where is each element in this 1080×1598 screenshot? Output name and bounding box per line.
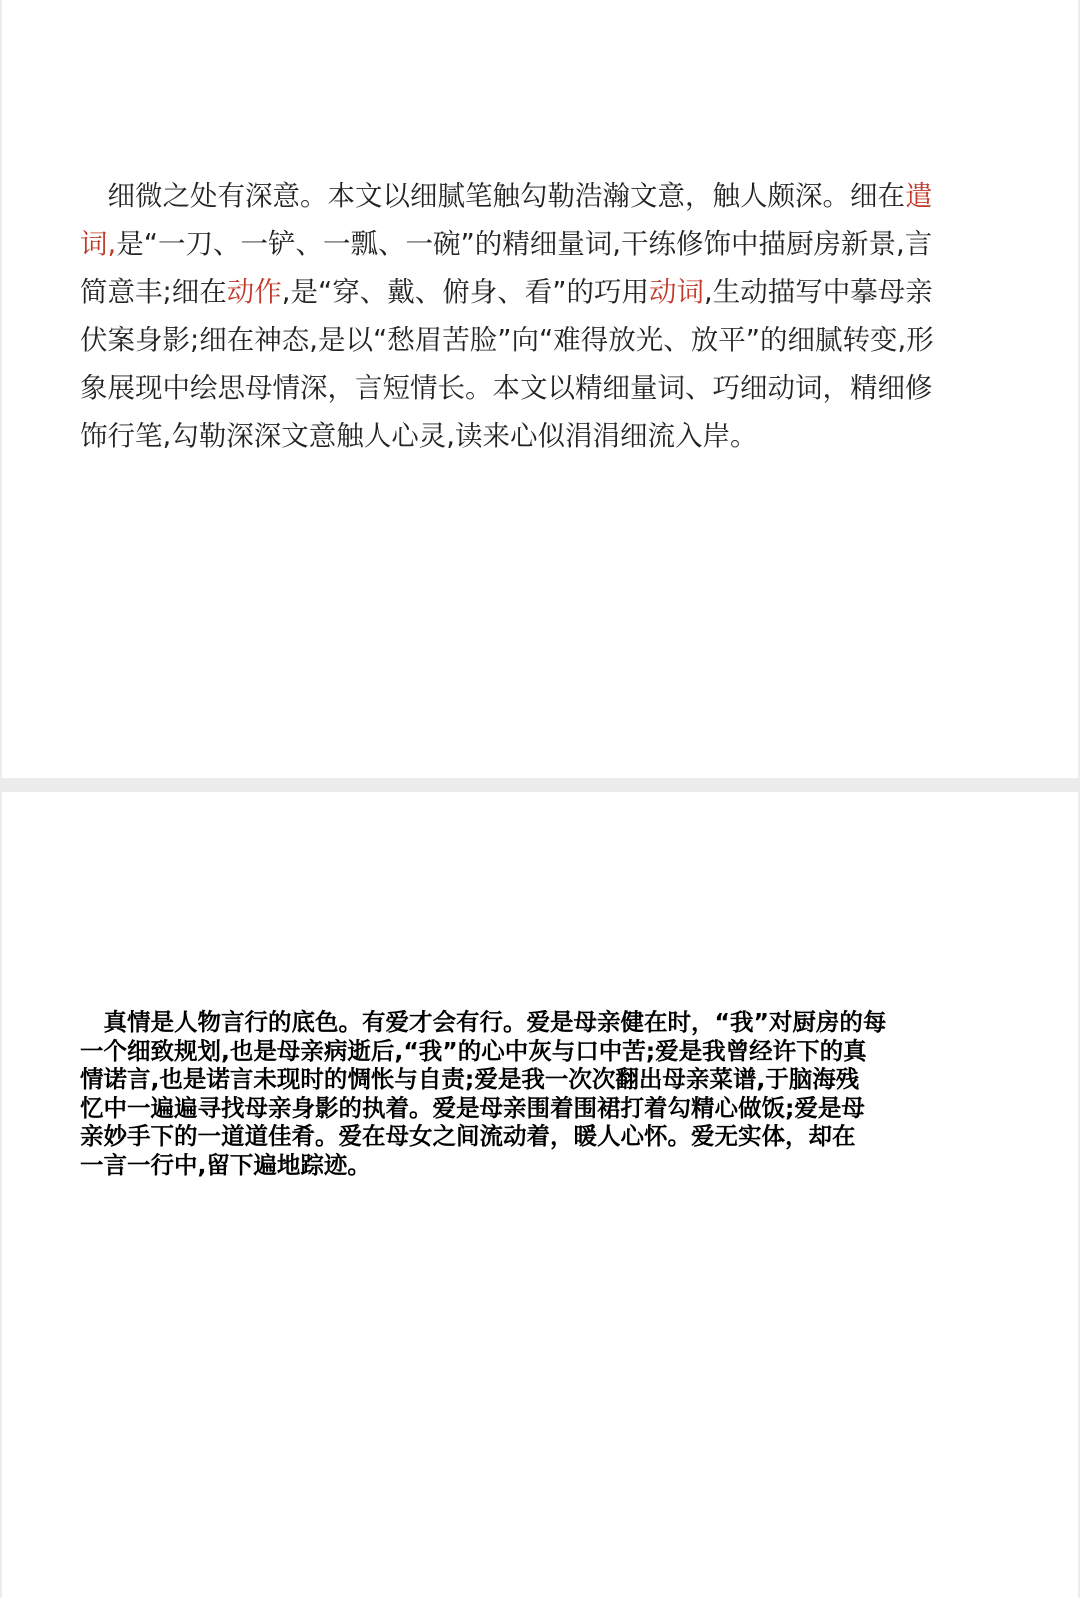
- text-segment: 象展现中绘思母情深，言短情长。本文以精细量词、巧细动词，精细修: [80, 372, 933, 404]
- text-line: [80, 364, 1020, 412]
- comment-paragraph-love: [80, 1008, 1000, 1180]
- page-2: [2, 792, 1078, 1598]
- text-segment: 是“一刀、一铲、一瓢、一碗”的精细量词,干练修饰中描厨房新景,言: [116, 228, 933, 260]
- text-segment: 简意丰;细在: [80, 276, 227, 308]
- text-segment: ,生动描写中摹母亲: [704, 276, 933, 308]
- text-line: 情诺言,也是诺言未现时的惆怅与自责;爱是我一次次翻出母亲菜谱,于脑海残: [80, 1065, 860, 1094]
- highlighted-text: 词,: [80, 228, 117, 260]
- text-segment: ,是“穿、戴、俯身、看”的巧用: [281, 276, 649, 308]
- highlighted-text: 动作: [226, 276, 282, 308]
- text-segment: 饰行笔,勾勒深深文意触人心灵,读来心似涓涓细流入岸。: [80, 420, 758, 452]
- text-segment: 细微之处有深意。本文以细腻笔触勾勒浩瀚文意，触人颇深。细在: [80, 180, 905, 212]
- text-line: [80, 220, 1020, 268]
- highlighted-text: 遣: [905, 180, 933, 212]
- text-line: [80, 268, 1020, 316]
- text-line: 一个细致规划,也是母亲病逝后,“我”的心中灰与口中苦;爱是我曾经许下的真: [80, 1036, 867, 1065]
- highlighted-text: 动词: [649, 276, 704, 308]
- text-line: 真情是人物言行的底色。有爱才会有行。爱是母亲健在时，“我”对厨房的每: [80, 1008, 887, 1036]
- text-line: [80, 172, 1020, 220]
- text-line: 亲妙手下的一道道佳肴。爱在母女之间流动着，暖人心怀。爱无实体，却在: [80, 1122, 856, 1151]
- comment-paragraph-detail: [80, 172, 1020, 460]
- text-line: 忆中一遍遍寻找母亲身影的执着。爱是母亲围着围裙打着勾精心做饭;爱是母: [80, 1093, 865, 1122]
- text-line: [80, 412, 1020, 460]
- text-segment: 伏案身影;细在神态,是以“愁眉苦脸”向“难得放光、放平”的细腻转变,形: [80, 324, 934, 356]
- text-line: 一言一行中,留下遍地踪迹。: [80, 1150, 371, 1179]
- text-line: [80, 316, 1020, 364]
